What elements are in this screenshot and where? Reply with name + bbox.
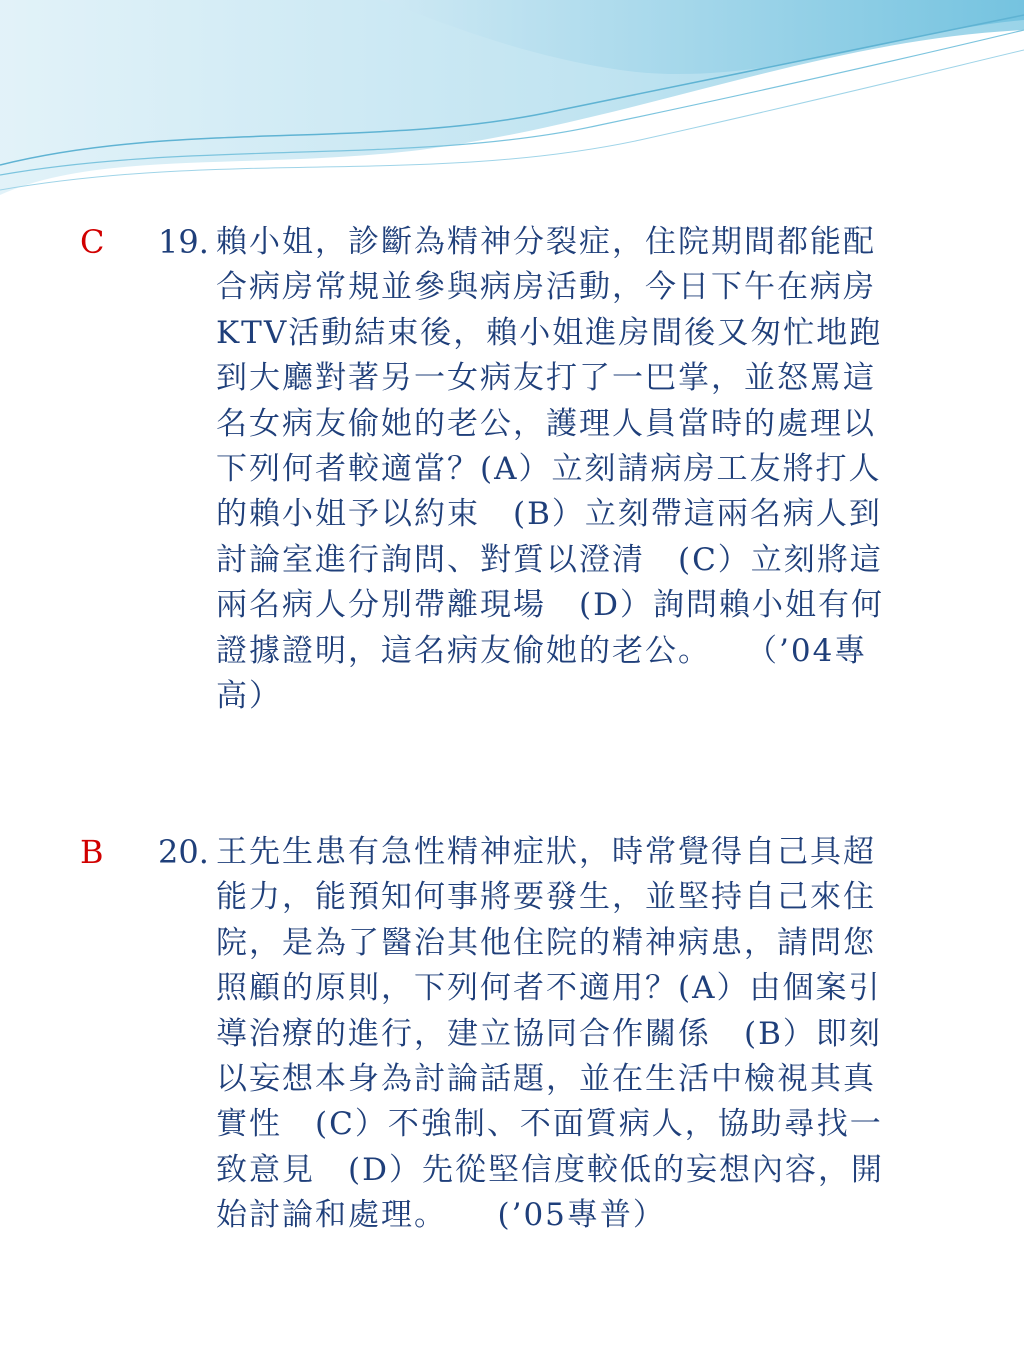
question-number: 20. [158,833,209,871]
question-text: 王先生患有急性精神症狀，時常覺得自己具超能力，能預知何事將要發生，並堅持自己來住院，是為了醫治其他住院的精神病患，請問您照顧的原則，下列何者不適用？(A）由個案引導治療的進行，建立協同合作關係 (B）即刻以妄想本身為討論話題，並在生活中檢視其真實性 (C）不強制、不面質病人，協助尋找一致意見 (D）先從堅信度較低的妄想內容，開始討論和處理。 (’05專普） [216,834,884,1234]
answer-key: C [80,223,105,261]
answer-key: B [80,833,104,871]
question-number: 19. [158,223,209,261]
question-text: 賴小姐，診斷為精神分裂症，住院期間都能配合病房常規並參與病房活動，今日下午在病房KTV活動結束後，賴小姐進房間後又匆忙地跑到大廳對著另一女病友打了一巴掌，並怒罵這名女病友偷她的老公，護理人員當時的處理以下列何者較適當？(A）立刻請病房工友將打人的賴小姐予以約束 (B）立刻帶這兩名病人到討論室進行詢問、對質以澄清 (C）立刻將這兩名病人分別帶離現場 (D）詢問賴小姐有何證據證明，這名病友偷她的老公。 （’04專高） [216,224,884,715]
